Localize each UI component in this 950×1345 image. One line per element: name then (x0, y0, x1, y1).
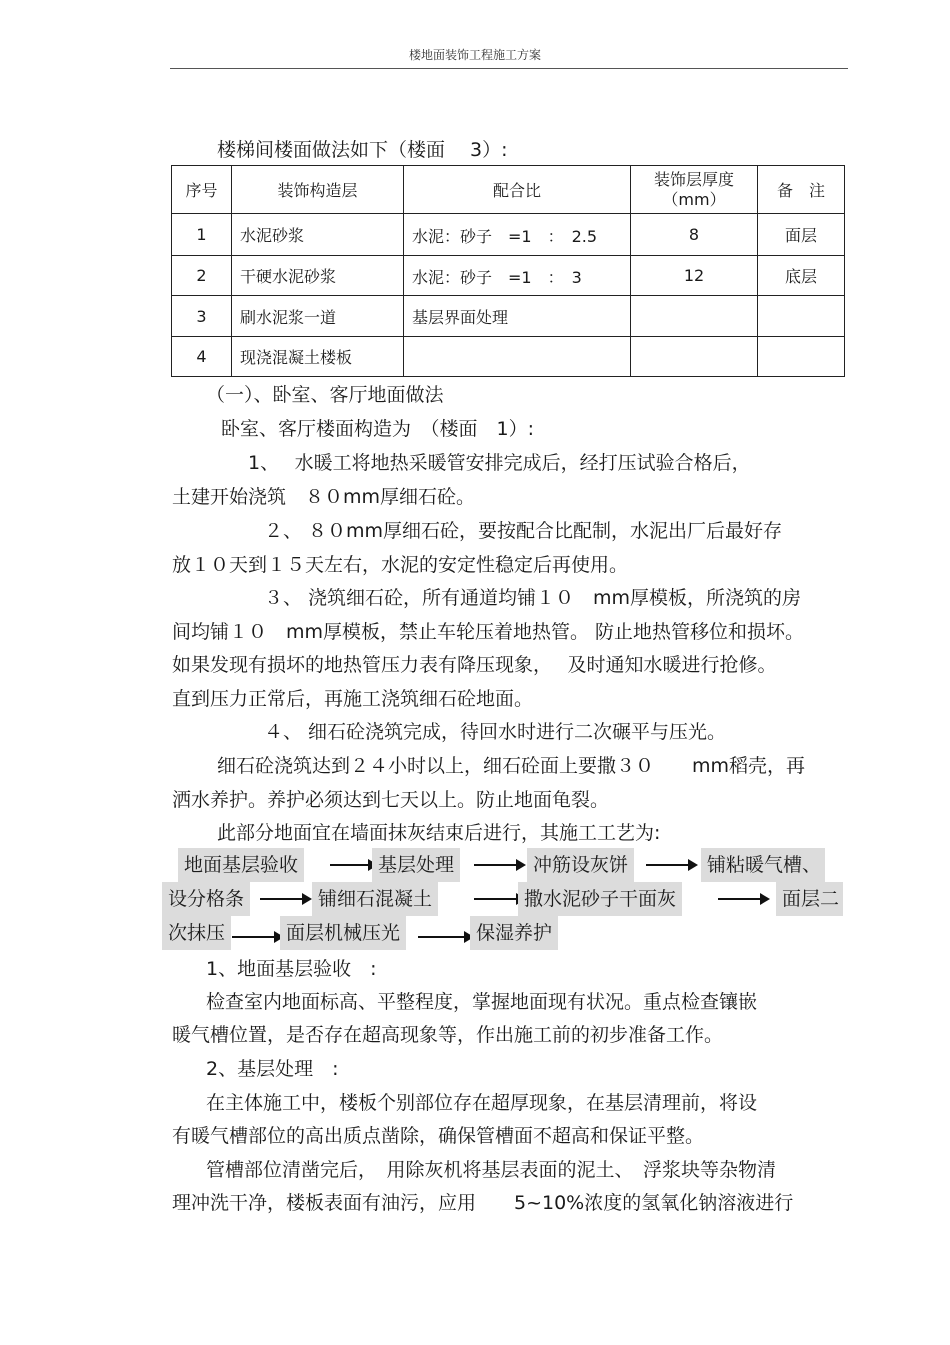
cell-thickness (631, 337, 758, 377)
step-2-line-1: ２、 ８０mm厚细石砼，要按配合比配制，水泥出厂后最好存 (264, 520, 783, 542)
flow-arrow-icon (232, 931, 284, 943)
cell-layer: 干硬水泥砂浆 (232, 256, 404, 296)
step-1-line-2: 土建开始浇筑 ８０mm厚细石砼。 (172, 486, 476, 508)
flow-arrow-icon (474, 859, 526, 871)
table-row (172, 214, 845, 256)
cell-note (758, 337, 845, 377)
flow-arrow-icon (718, 893, 770, 905)
cell-mix: 基层界面处理 (404, 296, 631, 337)
step-3-line-2: 间均铺１０ mm厚模板，禁止车轮压着地热管。 防止地热管移位和损坏。 (172, 621, 805, 643)
detail-1-line-1: 检查室内地面标高、平整程度，掌握地面现有状况。重点检查镶嵌 (206, 991, 758, 1013)
flow-step-base-treatment: 基层处理 (372, 848, 460, 882)
cell-no: 1 (172, 214, 232, 256)
running-header: 楼地面装饰工程施工方案 (408, 48, 541, 62)
col-header-layer: 装饰构造层 (232, 166, 404, 214)
cell-thickness: 8 (631, 214, 758, 256)
flow-step-screed-marks: 冲筋设灰饼 (527, 848, 634, 882)
flow-step-fine-concrete: 铺细石混凝土 (312, 882, 438, 916)
flow-arrow-icon (330, 859, 378, 871)
detail-3-line-1: 管槽部位清凿完后， 用除灰机将基层表面的泥土、 浮浆块等杂物清 (206, 1159, 777, 1181)
flow-step-dividing-strips: 设分格条 (162, 882, 250, 916)
cell-no: 2 (172, 256, 232, 296)
cell-mix: 水泥：砂子 =1 ： 3 (404, 256, 631, 296)
detail-3-line-2: 理冲洗干净，楼板表面有油污，应用 5~10%浓度的氢氧化钠溶液进行 (172, 1192, 794, 1214)
detail-2-line-2: 有暖气槽部位的高出质点凿除，确保管槽面不超高和保证平整。 (172, 1125, 705, 1147)
col-header-no: 序号 (172, 166, 232, 214)
col-header-thickness (631, 166, 758, 214)
step-4: ４、 细石砼浇筑完成，待回水时进行二次碾平与压光。 (264, 721, 727, 743)
detail-1-line-2: 暖气槽位置，是否存在超高现象等，作出施工前的初步准备工作。 (172, 1024, 724, 1046)
flow-step-heating-groove: 铺粘暖气槽、 (701, 848, 825, 882)
cell-mix: 水泥：砂子 =1 ： 2.5 (404, 214, 631, 256)
table-row (172, 256, 845, 296)
flow-step-base-acceptance: 地面基层验收 (178, 848, 304, 882)
curing-line-1: 细石砼浇筑达到２４小时以上，细石砼面上要撒３０ mm稻壳，再 (217, 755, 806, 777)
cell-note: 底层 (758, 256, 845, 296)
section-title: （一）、卧室、客厅地面做法 (206, 384, 444, 406)
step-3-line-1: ３、 浇筑细石砼，所有通道均铺１０ mm厚模板，所浇筑的房 (264, 587, 802, 609)
cell-thickness (631, 296, 758, 337)
flow-step-trowel: 次抹压 (162, 916, 231, 950)
table-header-row (172, 166, 845, 214)
table-row (172, 296, 845, 337)
step-3-line-3: 如果发现有损坏的地热管压力表有降压现象， 及时通知水暖进行抢修。 (172, 654, 777, 676)
cell-note: 面层 (758, 214, 845, 256)
flow-arrow-icon (260, 893, 312, 905)
step-1-line-1: 1、 水暖工将地热采暖管安排完成后，经打压试验合格后， (248, 452, 751, 474)
step-3-line-4: 直到压力正常后，再施工浇筑细石砼地面。 (172, 688, 534, 710)
cell-layer: 现浇混凝土楼板 (232, 337, 404, 377)
detail-heading-2: 2、基层处理 : (206, 1058, 339, 1080)
step-2-line-2: 放１０天到１５天左右，水泥的安定性稳定后再使用。 (172, 554, 629, 576)
cell-layer: 水泥砂浆 (232, 214, 404, 256)
flow-step-surface-second: 面层二 (776, 882, 843, 916)
detail-heading-1: 1、地面基层验收 : (206, 958, 377, 980)
stair-floor-spec-table (171, 165, 845, 377)
cell-note (758, 296, 845, 337)
cell-mix (404, 337, 631, 377)
col-header-note: 备 注 (758, 166, 845, 214)
cell-layer: 刷水泥浆一道 (232, 296, 404, 337)
table-row (172, 337, 845, 377)
cell-no: 3 (172, 296, 232, 337)
header-divider (170, 68, 848, 69)
flow-step-moist-cure: 保湿养护 (470, 916, 558, 950)
flow-step-dry-cement-sand: 撒水泥砂子干面灰 (518, 882, 682, 916)
table-caption: 楼梯间楼面做法如下（楼面 3）: (217, 139, 508, 161)
process-intro: 此部分地面宜在墙面抹灰结束后进行，其施工工艺为: (217, 822, 661, 844)
col-header-mix: 配合比 (404, 166, 631, 214)
col-header-thickness-line1: 装饰层厚度 (653, 169, 734, 189)
detail-2-line-1: 在主体施工中，楼板个别部位存在超厚现象，在基层清理前，将设 (206, 1092, 758, 1114)
section-intro: 卧室、客厅楼面构造为 （楼面 1）: (221, 418, 534, 440)
flow-arrow-icon (646, 859, 698, 871)
flow-step-machine-polish: 面层机械压光 (280, 916, 406, 950)
cell-thickness: 12 (631, 256, 758, 296)
flow-arrow-icon (418, 931, 474, 943)
cell-no: 4 (172, 337, 232, 377)
col-header-thickness-line2: （mm） (662, 189, 726, 209)
curing-line-2: 洒水养护。养护必须达到七天以上。防止地面龟裂。 (172, 789, 610, 811)
